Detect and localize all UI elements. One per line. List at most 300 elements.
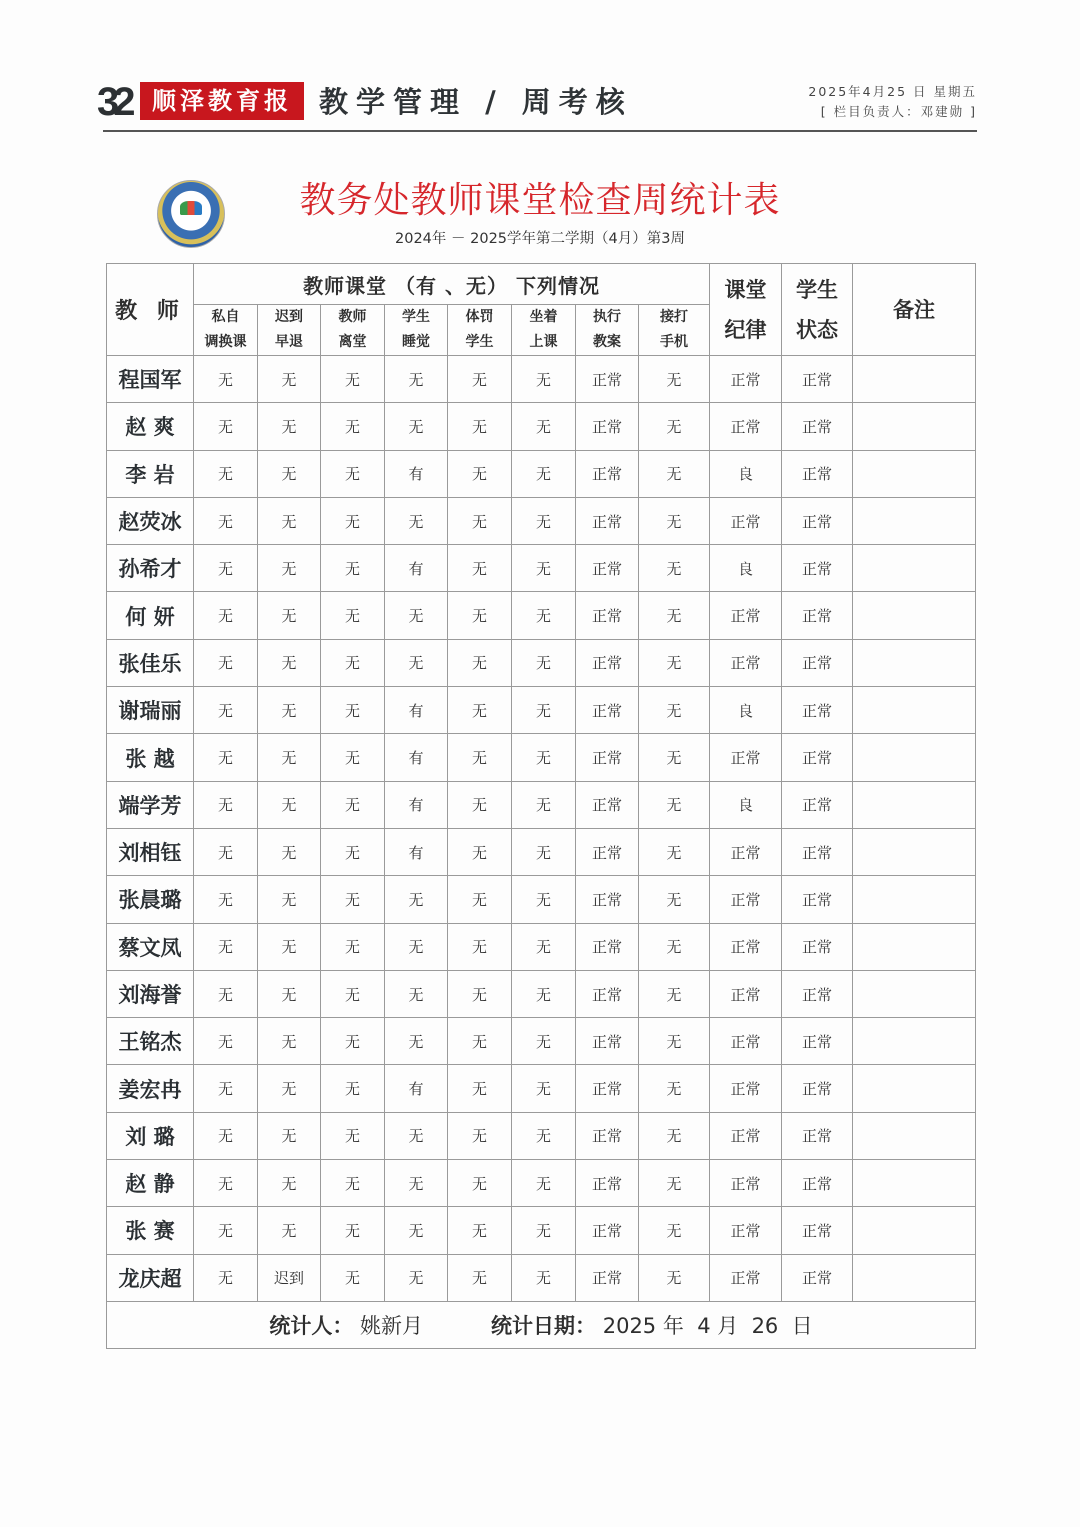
header-status-line1: 学生 xyxy=(796,277,839,302)
remarks-cell xyxy=(853,734,976,781)
check-cell: 无 xyxy=(639,687,710,734)
check-cell: 无 xyxy=(512,828,576,875)
check-cell: 无 xyxy=(639,1207,710,1254)
check-cell: 无 xyxy=(258,356,321,403)
check-cell: 无 xyxy=(194,497,258,544)
check-cell: 无 xyxy=(448,687,512,734)
check-cell: 正常 xyxy=(576,639,639,686)
check-cell: 无 xyxy=(639,639,710,686)
check-cell: 无 xyxy=(448,923,512,970)
subheader-line1: 坐着 xyxy=(529,309,558,325)
header-discipline xyxy=(710,264,782,356)
check-cell: 无 xyxy=(385,1160,448,1207)
check-cell: 无 xyxy=(512,1065,576,1112)
check-cell: 无 xyxy=(321,781,385,828)
check-cell: 无 xyxy=(321,403,385,450)
check-cell: 正常 xyxy=(576,1065,639,1112)
check-cell: 有 xyxy=(385,450,448,497)
check-cell: 无 xyxy=(194,1160,258,1207)
remarks-cell xyxy=(853,1112,976,1159)
check-cell: 无 xyxy=(385,403,448,450)
teacher-name: 赵 静 xyxy=(107,1160,194,1207)
check-cell: 无 xyxy=(258,828,321,875)
table-row xyxy=(107,734,976,781)
subheader-line2: 睡觉 xyxy=(402,334,430,350)
subheader-line1: 体罚 xyxy=(465,309,494,325)
table-row xyxy=(107,1254,976,1301)
status-cell: 正常 xyxy=(782,970,853,1017)
subheader-line2: 调换课 xyxy=(204,334,247,350)
check-cell: 无 xyxy=(194,734,258,781)
discipline-cell: 正常 xyxy=(710,403,782,450)
check-cell: 无 xyxy=(321,970,385,1017)
check-cell: 无 xyxy=(448,1160,512,1207)
check-cell: 无 xyxy=(639,497,710,544)
check-cell: 正常 xyxy=(576,1112,639,1159)
remarks-cell xyxy=(853,923,976,970)
subheader-6 xyxy=(576,305,639,356)
check-cell: 正常 xyxy=(576,1254,639,1301)
check-cell: 无 xyxy=(512,450,576,497)
check-cell: 无 xyxy=(321,639,385,686)
check-cell: 无 xyxy=(448,403,512,450)
check-cell: 无 xyxy=(321,497,385,544)
check-cell: 无 xyxy=(639,1254,710,1301)
header-teacher: 教 师 xyxy=(107,264,194,356)
check-cell: 无 xyxy=(639,450,710,497)
check-cell: 无 xyxy=(258,923,321,970)
masthead xyxy=(97,80,977,124)
newspaper-name: 顺泽教育报 xyxy=(140,82,304,120)
check-cell: 正常 xyxy=(576,1018,639,1065)
document-subtitle: 2024年 － 2025学年第二学期（4月）第3周 xyxy=(395,231,685,247)
check-cell: 无 xyxy=(194,876,258,923)
check-cell: 无 xyxy=(258,639,321,686)
check-cell: 无 xyxy=(385,876,448,923)
stat-date-label: 统计日期： xyxy=(491,1313,597,1338)
check-cell: 无 xyxy=(321,923,385,970)
check-cell: 无 xyxy=(385,592,448,639)
table-row xyxy=(107,970,976,1017)
status-cell: 正常 xyxy=(782,356,853,403)
table-row xyxy=(107,1207,976,1254)
table-row xyxy=(107,403,976,450)
subheader-2 xyxy=(321,305,385,356)
remarks-cell xyxy=(853,592,976,639)
discipline-cell: 正常 xyxy=(710,592,782,639)
teacher-name: 张晨璐 xyxy=(107,876,194,923)
table-row xyxy=(107,639,976,686)
check-cell: 无 xyxy=(258,734,321,781)
check-cell: 有 xyxy=(385,545,448,592)
check-cell: 无 xyxy=(512,876,576,923)
header-divider xyxy=(103,130,977,132)
check-cell: 正常 xyxy=(576,403,639,450)
subheader-line1: 迟到 xyxy=(275,309,303,325)
subheader-line2: 教案 xyxy=(593,334,621,350)
subheader-line1: 私自 xyxy=(211,309,240,325)
check-cell: 无 xyxy=(258,497,321,544)
check-cell: 无 xyxy=(448,545,512,592)
footer-row xyxy=(107,1301,976,1348)
discipline-cell: 正常 xyxy=(710,1254,782,1301)
check-cell: 无 xyxy=(639,828,710,875)
check-cell: 无 xyxy=(448,734,512,781)
document-title: 教务处教师课堂检查周统计表 xyxy=(299,180,781,221)
check-cell: 无 xyxy=(448,828,512,875)
status-cell: 正常 xyxy=(782,1207,853,1254)
status-cell: 正常 xyxy=(782,1112,853,1159)
issue-date: 2025年4月25 日 星期五 xyxy=(808,84,977,99)
remarks-cell xyxy=(853,1065,976,1112)
check-cell: 正常 xyxy=(576,923,639,970)
check-cell: 无 xyxy=(512,592,576,639)
teacher-name: 王铭杰 xyxy=(107,1018,194,1065)
check-cell: 无 xyxy=(512,1207,576,1254)
header-group: 教师课堂 （有 、无） 下列情况 xyxy=(194,264,710,305)
check-cell: 有 xyxy=(385,1065,448,1112)
teacher-name: 谢瑞丽 xyxy=(107,687,194,734)
check-cell: 无 xyxy=(512,639,576,686)
discipline-cell: 正常 xyxy=(710,1018,782,1065)
subheader-5 xyxy=(512,305,576,356)
check-cell: 无 xyxy=(194,356,258,403)
teacher-name: 张 赛 xyxy=(107,1207,194,1254)
check-cell: 正常 xyxy=(576,828,639,875)
check-cell: 无 xyxy=(639,356,710,403)
table-row xyxy=(107,545,976,592)
teacher-name: 孙希才 xyxy=(107,545,194,592)
check-cell: 正常 xyxy=(576,687,639,734)
check-cell: 正常 xyxy=(576,1207,639,1254)
remarks-cell xyxy=(853,1160,976,1207)
check-cell: 无 xyxy=(512,970,576,1017)
section-title: 教学管理 / 周考核 xyxy=(319,85,633,119)
header-student-status xyxy=(782,264,853,356)
teacher-name: 蔡文凤 xyxy=(107,923,194,970)
status-cell: 正常 xyxy=(782,1018,853,1065)
status-cell: 正常 xyxy=(782,1065,853,1112)
subheader-7 xyxy=(639,305,710,356)
teacher-name: 姜宏冉 xyxy=(107,1065,194,1112)
check-cell: 有 xyxy=(385,687,448,734)
check-cell: 无 xyxy=(448,1065,512,1112)
column-editor: [ 栏目负责人：邓建勋 ] xyxy=(820,104,977,119)
table-row xyxy=(107,450,976,497)
remarks-cell xyxy=(853,781,976,828)
check-cell: 正常 xyxy=(576,450,639,497)
check-cell: 无 xyxy=(512,781,576,828)
header-remarks: 备注 xyxy=(853,264,976,356)
discipline-cell: 正常 xyxy=(710,876,782,923)
check-cell: 无 xyxy=(385,497,448,544)
check-cell: 正常 xyxy=(576,734,639,781)
check-cell: 无 xyxy=(448,1018,512,1065)
discipline-cell: 良 xyxy=(710,545,782,592)
check-cell: 无 xyxy=(258,592,321,639)
teacher-name: 龙庆超 xyxy=(107,1254,194,1301)
status-cell: 正常 xyxy=(782,923,853,970)
remarks-cell xyxy=(853,497,976,544)
check-cell: 无 xyxy=(639,970,710,1017)
status-cell: 正常 xyxy=(782,1254,853,1301)
discipline-cell: 正常 xyxy=(710,1207,782,1254)
remarks-cell xyxy=(853,1207,976,1254)
check-cell: 正常 xyxy=(576,1160,639,1207)
check-cell: 无 xyxy=(321,828,385,875)
check-cell: 正常 xyxy=(576,545,639,592)
remarks-cell xyxy=(853,639,976,686)
teacher-name: 赵荧冰 xyxy=(107,497,194,544)
check-cell: 无 xyxy=(512,1254,576,1301)
check-cell: 无 xyxy=(448,1112,512,1159)
check-cell: 无 xyxy=(639,876,710,923)
check-cell: 无 xyxy=(639,1112,710,1159)
issue-meta xyxy=(808,82,977,122)
inspection-table xyxy=(106,263,976,1349)
check-cell: 无 xyxy=(321,592,385,639)
check-cell: 无 xyxy=(258,1207,321,1254)
status-cell: 正常 xyxy=(782,450,853,497)
discipline-cell: 正常 xyxy=(710,356,782,403)
discipline-cell: 正常 xyxy=(710,923,782,970)
check-cell: 无 xyxy=(194,923,258,970)
discipline-cell: 正常 xyxy=(710,734,782,781)
check-cell: 无 xyxy=(321,1207,385,1254)
table-row xyxy=(107,1018,976,1065)
check-cell: 有 xyxy=(385,734,448,781)
header-status-line2: 状态 xyxy=(796,317,839,342)
subheader-0 xyxy=(194,305,258,356)
discipline-cell: 正常 xyxy=(710,497,782,544)
check-cell: 无 xyxy=(512,1112,576,1159)
status-cell: 正常 xyxy=(782,403,853,450)
subheader-line2: 学生 xyxy=(465,334,494,350)
check-cell: 正常 xyxy=(576,781,639,828)
check-cell: 无 xyxy=(194,687,258,734)
check-cell: 无 xyxy=(639,403,710,450)
check-cell: 无 xyxy=(258,1160,321,1207)
check-cell: 无 xyxy=(385,1018,448,1065)
table-row xyxy=(107,781,976,828)
teacher-name: 刘海誉 xyxy=(107,970,194,1017)
status-cell: 正常 xyxy=(782,781,853,828)
discipline-cell: 正常 xyxy=(710,639,782,686)
status-cell: 正常 xyxy=(782,734,853,781)
check-cell: 无 xyxy=(321,687,385,734)
check-cell: 无 xyxy=(194,1112,258,1159)
discipline-cell: 良 xyxy=(710,450,782,497)
teacher-name: 程国军 xyxy=(107,356,194,403)
discipline-cell: 正常 xyxy=(710,1160,782,1207)
check-cell: 无 xyxy=(385,923,448,970)
check-cell: 无 xyxy=(448,592,512,639)
check-cell: 无 xyxy=(448,356,512,403)
check-cell: 无 xyxy=(639,734,710,781)
check-cell: 正常 xyxy=(576,970,639,1017)
table-row xyxy=(107,497,976,544)
subheader-4 xyxy=(448,305,512,356)
check-cell: 迟到 xyxy=(258,1254,321,1301)
remarks-cell xyxy=(853,356,976,403)
check-cell: 无 xyxy=(321,545,385,592)
check-cell: 无 xyxy=(639,781,710,828)
subheader-line2: 早退 xyxy=(275,334,303,350)
check-cell: 无 xyxy=(194,545,258,592)
check-cell: 无 xyxy=(258,781,321,828)
teacher-name: 张 越 xyxy=(107,734,194,781)
check-cell: 无 xyxy=(321,734,385,781)
table-row xyxy=(107,1160,976,1207)
subheader-1 xyxy=(258,305,321,356)
discipline-cell: 正常 xyxy=(710,970,782,1017)
check-cell: 无 xyxy=(448,450,512,497)
check-cell: 无 xyxy=(321,356,385,403)
table-row xyxy=(107,876,976,923)
discipline-cell: 正常 xyxy=(710,1112,782,1159)
check-cell: 无 xyxy=(512,687,576,734)
check-cell: 无 xyxy=(194,1065,258,1112)
table-row xyxy=(107,592,976,639)
status-cell: 正常 xyxy=(782,497,853,544)
check-cell: 无 xyxy=(321,1065,385,1112)
subheader-line2: 离堂 xyxy=(338,334,367,350)
check-cell: 无 xyxy=(385,1207,448,1254)
discipline-cell: 良 xyxy=(710,781,782,828)
remarks-cell xyxy=(853,1254,976,1301)
check-cell: 无 xyxy=(194,592,258,639)
subheader-line1: 学生 xyxy=(402,309,430,325)
check-cell: 正常 xyxy=(576,497,639,544)
check-cell: 无 xyxy=(512,497,576,544)
check-cell: 无 xyxy=(258,1065,321,1112)
status-cell: 正常 xyxy=(782,828,853,875)
check-cell: 无 xyxy=(321,450,385,497)
teacher-name: 刘相钰 xyxy=(107,828,194,875)
status-cell: 正常 xyxy=(782,687,853,734)
discipline-cell: 良 xyxy=(710,687,782,734)
table-row xyxy=(107,1112,976,1159)
check-cell: 无 xyxy=(385,970,448,1017)
remarks-cell xyxy=(853,687,976,734)
status-cell: 正常 xyxy=(782,592,853,639)
check-cell: 无 xyxy=(639,1160,710,1207)
status-cell: 正常 xyxy=(782,876,853,923)
table-row xyxy=(107,923,976,970)
table-row xyxy=(107,1065,976,1112)
header-discipline-line2: 纪律 xyxy=(724,317,767,342)
check-cell: 无 xyxy=(448,497,512,544)
check-cell: 正常 xyxy=(576,356,639,403)
check-cell: 无 xyxy=(194,1254,258,1301)
check-cell: 无 xyxy=(321,1160,385,1207)
check-cell: 无 xyxy=(194,639,258,686)
status-cell: 正常 xyxy=(782,639,853,686)
check-cell: 无 xyxy=(512,1018,576,1065)
teacher-name: 赵 爽 xyxy=(107,403,194,450)
check-cell: 无 xyxy=(448,781,512,828)
table-row xyxy=(107,356,976,403)
check-cell: 无 xyxy=(639,923,710,970)
check-cell: 无 xyxy=(448,1207,512,1254)
check-cell: 无 xyxy=(385,1254,448,1301)
check-cell: 无 xyxy=(448,876,512,923)
check-cell: 无 xyxy=(194,781,258,828)
check-cell: 无 xyxy=(321,876,385,923)
check-cell: 无 xyxy=(448,639,512,686)
subheader-line1: 教师 xyxy=(338,309,367,325)
check-cell: 无 xyxy=(258,1018,321,1065)
check-cell: 有 xyxy=(385,781,448,828)
check-cell: 无 xyxy=(194,1207,258,1254)
check-cell: 无 xyxy=(194,1018,258,1065)
subheader-line2: 手机 xyxy=(660,334,688,350)
check-cell: 无 xyxy=(258,876,321,923)
check-cell: 正常 xyxy=(576,876,639,923)
table-row xyxy=(107,828,976,875)
teacher-name: 何 妍 xyxy=(107,592,194,639)
check-cell: 无 xyxy=(258,403,321,450)
teacher-name: 李 岩 xyxy=(107,450,194,497)
remarks-cell xyxy=(853,545,976,592)
statistician-name: 姚新月 xyxy=(360,1313,424,1338)
stat-date: 2025 年 4 月 26 日 xyxy=(602,1313,813,1338)
remarks-cell xyxy=(853,876,976,923)
remarks-cell xyxy=(853,970,976,1017)
check-cell: 无 xyxy=(512,923,576,970)
remarks-cell xyxy=(853,1018,976,1065)
check-cell: 无 xyxy=(512,1160,576,1207)
check-cell: 无 xyxy=(385,356,448,403)
remarks-cell xyxy=(853,450,976,497)
check-cell: 无 xyxy=(194,450,258,497)
remarks-cell xyxy=(853,403,976,450)
subheader-line1: 接打 xyxy=(660,309,688,325)
check-cell: 无 xyxy=(321,1112,385,1159)
check-cell: 无 xyxy=(194,403,258,450)
check-cell: 无 xyxy=(385,639,448,686)
footer-cell xyxy=(107,1301,976,1348)
discipline-cell: 正常 xyxy=(710,828,782,875)
page-number: 32 xyxy=(97,80,130,124)
statistician-label: 统计人： xyxy=(269,1313,354,1338)
check-cell: 无 xyxy=(639,592,710,639)
check-cell: 无 xyxy=(512,734,576,781)
check-cell: 无 xyxy=(258,545,321,592)
check-cell: 无 xyxy=(258,970,321,1017)
check-cell: 正常 xyxy=(576,592,639,639)
check-cell: 无 xyxy=(512,545,576,592)
check-cell: 无 xyxy=(321,1254,385,1301)
status-cell: 正常 xyxy=(782,545,853,592)
check-cell: 无 xyxy=(194,828,258,875)
check-cell: 无 xyxy=(512,403,576,450)
status-cell: 正常 xyxy=(782,1160,853,1207)
check-cell: 无 xyxy=(512,356,576,403)
remarks-cell xyxy=(853,828,976,875)
teacher-name: 张佳乐 xyxy=(107,639,194,686)
check-cell: 无 xyxy=(258,450,321,497)
teacher-name: 刘 璐 xyxy=(107,1112,194,1159)
discipline-cell: 正常 xyxy=(710,1065,782,1112)
check-cell: 无 xyxy=(448,1254,512,1301)
header-discipline-line1: 课堂 xyxy=(724,277,767,302)
check-cell: 无 xyxy=(258,1112,321,1159)
check-cell: 无 xyxy=(639,545,710,592)
check-cell: 无 xyxy=(194,970,258,1017)
table-row xyxy=(107,687,976,734)
check-cell: 无 xyxy=(385,1112,448,1159)
